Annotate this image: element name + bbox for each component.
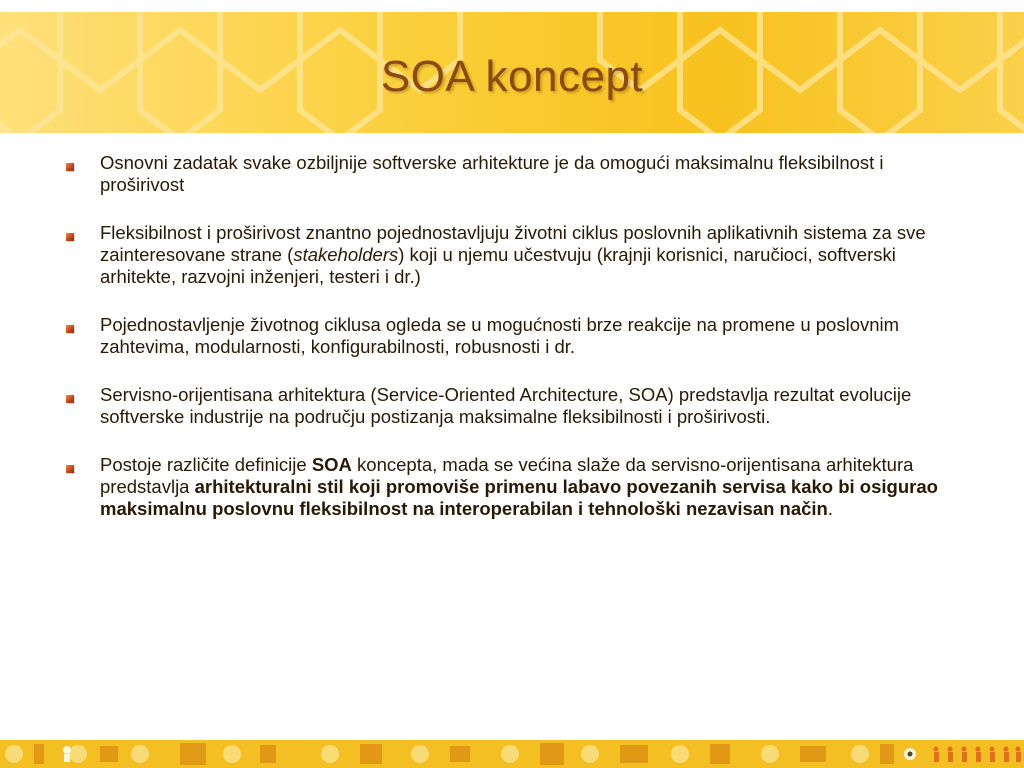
list-item	[66, 152, 966, 196]
bullet-text-bold: SOA	[311, 454, 352, 475]
bullet-text-part: koncepta, mada se većina slaže da servisno-orijentisana arhitektura predstavlja	[100, 454, 914, 497]
bullet-text: Osnovni zadatak svake ozbiljnije softverske arhitekture je da omogući maksimalnu fleksibilnost i proširivost	[100, 152, 884, 195]
list-item	[66, 384, 966, 428]
bullet-text-part: Postoje različite definicije	[100, 454, 312, 475]
bullet-text-part: Fleksibilnost i proširivost znantno pojednostavljuju životni ciklus poslovnih aplikativnih sistema za sve zainteresovane strane (	[100, 222, 926, 265]
page-title: SOA koncept	[380, 52, 644, 101]
square-bullet-icon	[66, 395, 74, 403]
square-bullet-icon	[66, 465, 74, 473]
square-bullet-icon	[66, 233, 74, 241]
bullet-text: Servisno-orijentisana arhitektura (Service-Oriented Architecture, SOA) predstavlja rezultat evolucije softverske industrije na području postizanja maksimalne fleksibilnosti i proširivosti.	[100, 384, 912, 427]
footer-image-strip	[0, 740, 1024, 768]
bullet-text-bold: arhitekturalni stil koji promoviše primenu labavo povezanih servisa kako bi osigurao maksimalnu poslovnu fleksibilnost na interoperabilan i tehnološki nezavisan način	[100, 476, 938, 519]
header-top-band	[0, 0, 1024, 12]
list-item	[66, 454, 966, 520]
bullet-text: Pojednostavljenje životnog ciklusa ogleda se u mogućnosti brze reakcije na promene u poslovnim zahtevima, modularnosti, konfigurabilnosti, robusnosti i dr.	[100, 314, 900, 357]
bullet-list	[66, 152, 966, 546]
square-bullet-icon	[66, 163, 74, 171]
bullet-text-part: .	[827, 498, 833, 519]
list-item	[66, 222, 966, 288]
bullet-text-part: ) koji u njemu učestvuju (krajnji korisnici, naručioci, softverski arhitekte, razvojni inženjeri, testeri i dr.)	[100, 244, 896, 287]
image-strip-decoration-icon	[0, 740, 1024, 768]
bullet-text-italic: stakeholders	[293, 244, 399, 265]
list-item	[66, 314, 966, 358]
square-bullet-icon	[66, 325, 74, 333]
